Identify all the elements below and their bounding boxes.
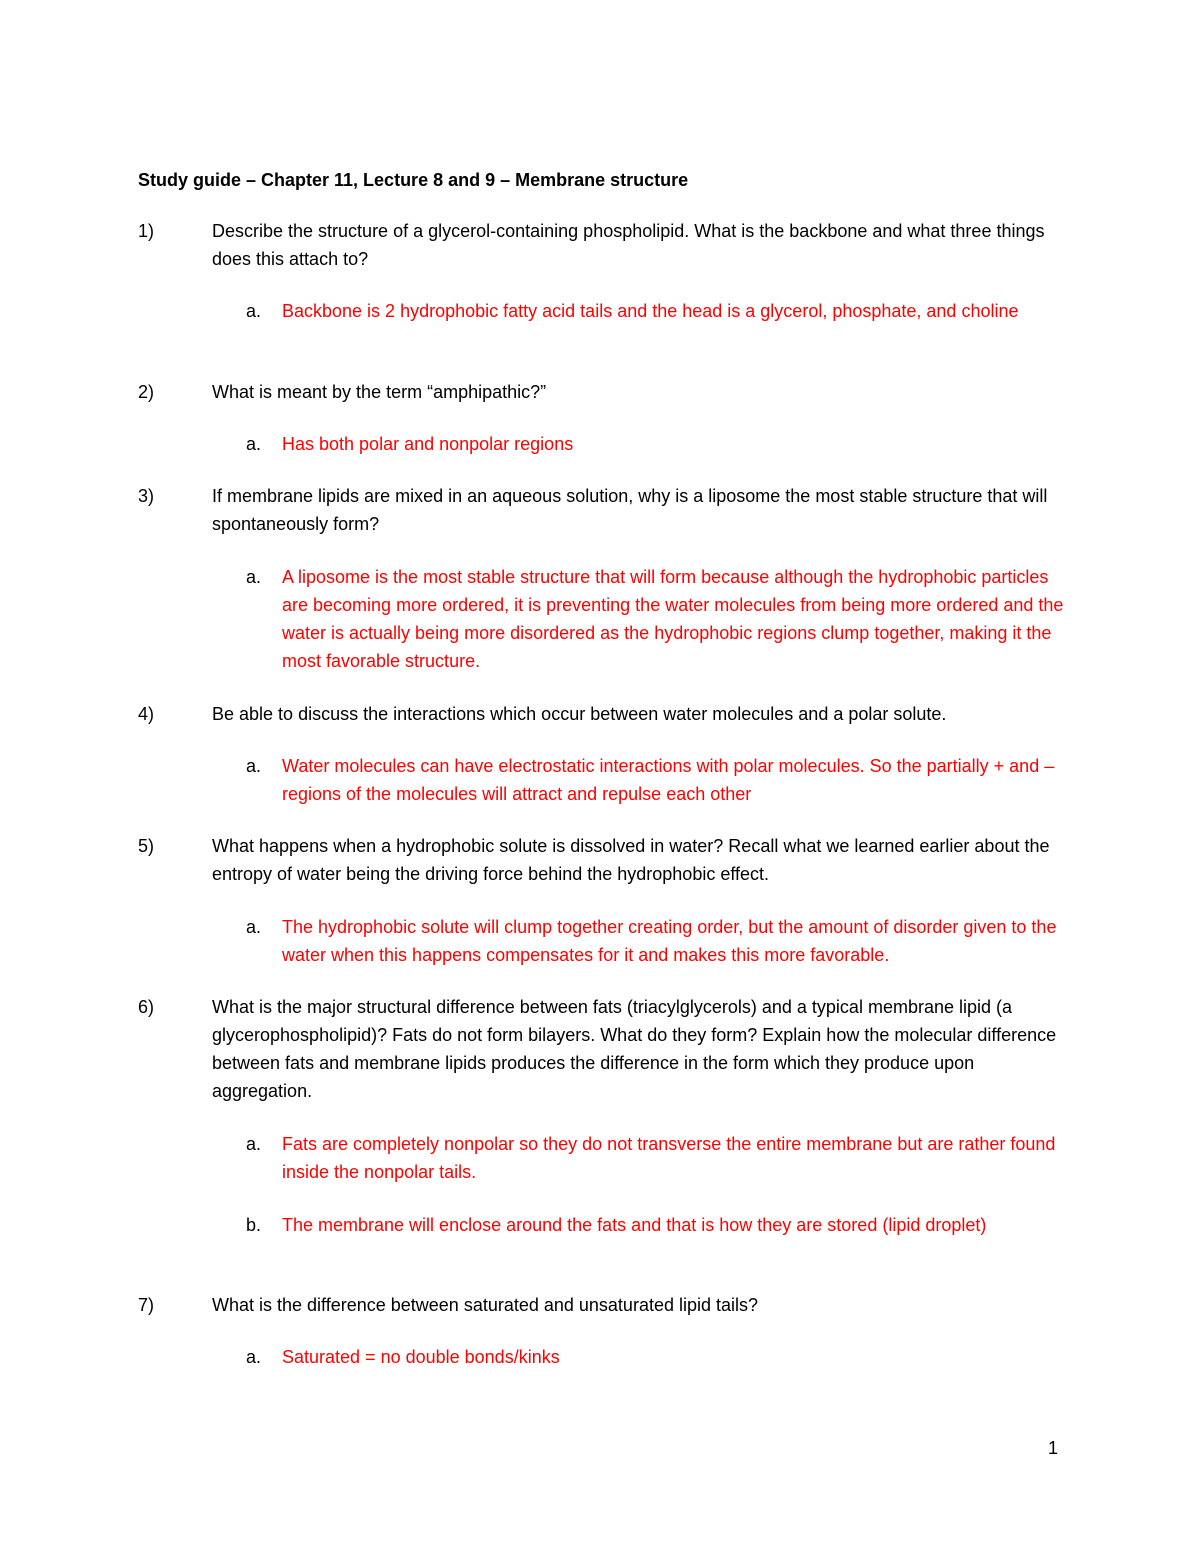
question-number: 4)	[138, 704, 155, 724]
question-number: 6)	[138, 997, 155, 1017]
question-4	[138, 700, 1068, 728]
answer-6a	[246, 1130, 1076, 1186]
answer-letter: a.	[246, 567, 262, 587]
answer-1a	[246, 297, 1076, 325]
answer-text: A liposome is the most stable structure that will form because although the hydrophobic particles are becoming more ordered, it is preventing the water molecules from being more ordered and the water is actually being more disordered as the hydrophobic regions clump together, making it the most favorable structure.	[282, 567, 1064, 671]
answer-letter: a.	[246, 917, 262, 937]
question-number: 7)	[138, 1295, 155, 1315]
question-number: 1)	[138, 221, 155, 241]
answer-text: Backbone is 2 hydrophobic fatty acid tails and the head is a glycerol, phosphate, and choline	[282, 301, 1019, 321]
answer-text: Saturated = no double bonds/kinks	[282, 1347, 560, 1367]
answer-letter: a.	[246, 756, 262, 776]
answer-letter: a.	[246, 434, 262, 454]
answer-6b	[246, 1211, 1076, 1239]
answer-text: Has both polar and nonpolar regions	[282, 434, 574, 454]
question-text: Be able to discuss the interactions which occur between water molecules and a polar solute.	[212, 704, 947, 724]
answer-letter: a.	[246, 1134, 262, 1154]
answer-letter: a.	[246, 1347, 262, 1367]
answer-2a	[246, 430, 1076, 458]
question-2	[138, 378, 1068, 406]
question-text: What is the major structural difference between fats (triacylglycerols) and a typical membrane lipid (a glycerophospholipid)? Fats do not form bilayers. What do they form? Explain how the molecular difference between fats and membrane lipids produces the difference in the form which they produce upon aggregation.	[212, 997, 1057, 1101]
answer-5a	[246, 913, 1076, 969]
question-text: Describe the structure of a glycerol-containing phospholipid. What is the backbone and what three things does this attach to?	[212, 221, 1045, 269]
question-text: What is the difference between saturated and unsaturated lipid tails?	[212, 1295, 759, 1315]
question-text: If membrane lipids are mixed in an aqueous solution, why is a liposome the most stable structure that will spontaneously form?	[212, 486, 1048, 534]
question-number: 3)	[138, 486, 155, 506]
answer-text: Fats are completely nonpolar so they do not transverse the entire membrane but are rather found inside the nonpolar tails.	[282, 1134, 1056, 1182]
question-5	[138, 832, 1068, 888]
question-7	[138, 1291, 1068, 1319]
answer-3a	[246, 563, 1076, 675]
question-number: 2)	[138, 382, 155, 402]
answer-text: The membrane will enclose around the fats and that is how they are stored (lipid droplet)	[282, 1215, 987, 1235]
answer-text: The hydrophobic solute will clump together creating order, but the amount of disorder given to the water when this happens compensates for it and makes this more favorable.	[282, 917, 1057, 965]
question-6	[138, 993, 1068, 1105]
page-title: Study guide – Chapter 11, Lecture 8 and 9 – Membrane structure	[138, 170, 689, 190]
answer-text: Water molecules can have electrostatic interactions with polar molecules. So the partially + and – regions of the molecules will attract and repulse each other	[282, 756, 1055, 804]
page-number: 1	[1048, 1438, 1059, 1458]
question-text: What happens when a hydrophobic solute is dissolved in water? Recall what we learned earlier about the entropy of water being the driving force behind the hydrophobic effect.	[212, 836, 1050, 884]
answer-4a	[246, 752, 1076, 808]
question-1	[138, 217, 1068, 273]
question-3	[138, 482, 1068, 538]
answer-letter: a.	[246, 301, 262, 321]
answer-letter: b.	[246, 1215, 262, 1235]
answer-7a	[246, 1343, 1076, 1371]
question-number: 5)	[138, 836, 155, 856]
question-text: What is meant by the term “amphipathic?”	[212, 382, 547, 402]
